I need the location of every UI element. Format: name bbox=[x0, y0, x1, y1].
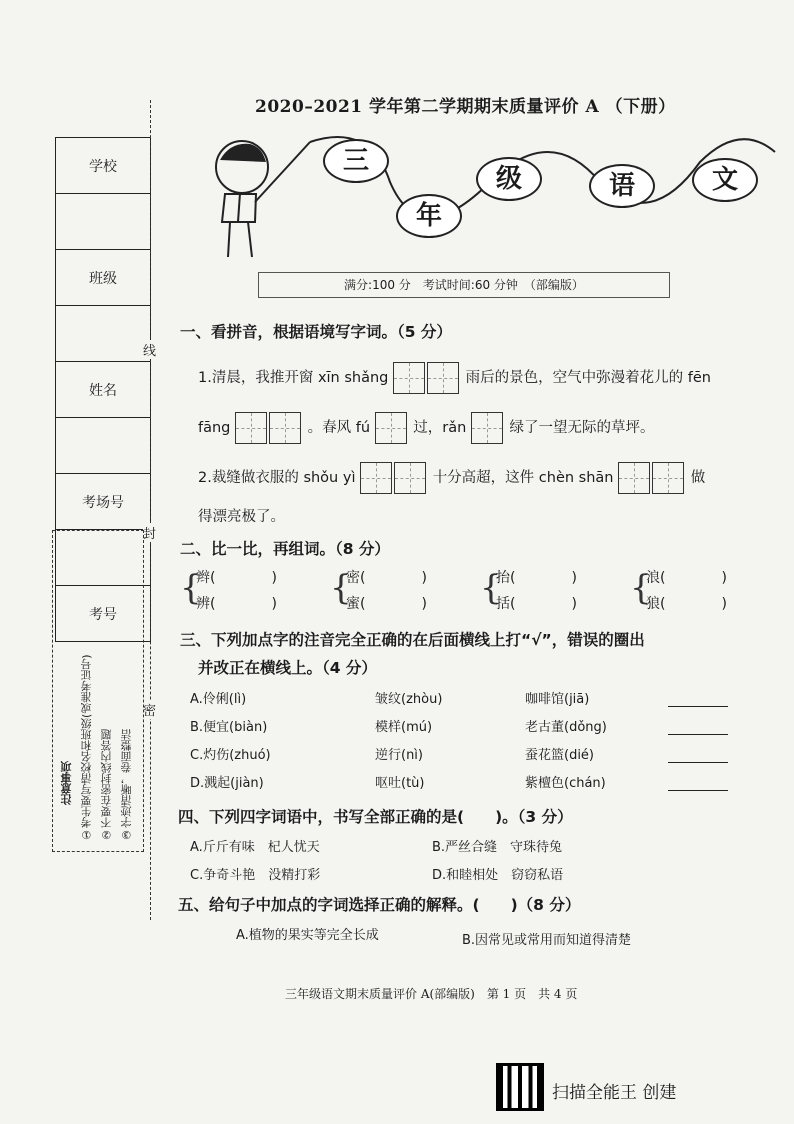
field-name-label: 姓名 bbox=[56, 362, 151, 418]
fish-char-1: 三 bbox=[323, 139, 389, 183]
answer-line[interactable] bbox=[668, 720, 728, 735]
write-box[interactable] bbox=[427, 362, 459, 394]
row-b-col-3: 老古董(dǒng) bbox=[525, 720, 607, 735]
s5-option-b: B.因常见或常用而知道得清楚 bbox=[462, 933, 632, 948]
section-2-title: 二、比一比，再组词。（8 分） bbox=[180, 540, 390, 558]
section-3-title-1: 三、下列加点字的注音完全正确的在后面横线上打“√”，错误的圈出 bbox=[180, 631, 645, 649]
write-box[interactable] bbox=[235, 412, 267, 444]
s1-text: 2.裁缝做衣服的 shǒu yì bbox=[198, 470, 356, 486]
notice-item-3: ③字迹清晰，卷面整洁 bbox=[120, 729, 133, 841]
s1-line-4: 得漂亮极了。 bbox=[198, 509, 285, 525]
seal-mark-mi: 密 bbox=[143, 700, 156, 719]
answer-line[interactable] bbox=[668, 776, 728, 791]
s4-option-c: C.争奇斗艳 没精打彩 bbox=[190, 868, 321, 883]
field-number-label: 考号 bbox=[56, 586, 151, 642]
seal-line bbox=[150, 100, 151, 920]
section-5-title: 五、给句子中加点的字词选择正确的解释。( )（8 分） bbox=[178, 896, 581, 914]
write-box[interactable] bbox=[375, 412, 407, 444]
row-a-col-3: 咖啡馆(jiā) bbox=[525, 692, 590, 707]
field-room-label: 考场号 bbox=[56, 474, 151, 530]
answer-line[interactable] bbox=[668, 692, 728, 707]
pair-item[interactable]: 蜜( ) bbox=[346, 596, 427, 612]
pinyin-table bbox=[190, 688, 760, 800]
write-box[interactable] bbox=[471, 412, 503, 444]
row-a-col-2: 皱纹(zhòu) bbox=[375, 692, 443, 707]
write-box[interactable] bbox=[269, 412, 301, 444]
scanner-watermark: 扫描全能王 创建 bbox=[552, 1083, 677, 1103]
s1-line-1 bbox=[198, 362, 758, 394]
field-name-blank[interactable] bbox=[56, 418, 151, 474]
write-box[interactable] bbox=[618, 462, 650, 494]
pair-item[interactable]: 辨( ) bbox=[196, 596, 277, 612]
fish-char-2: 年 bbox=[396, 194, 462, 238]
s1-text: 过，rǎn bbox=[413, 420, 467, 436]
s5-option-a: A.植物的果实等完全长成 bbox=[236, 928, 379, 943]
notice-item-2: ②不要在密封线内答题 bbox=[100, 729, 113, 841]
fish-char-5: 文 bbox=[692, 158, 758, 202]
field-class-label: 班级 bbox=[56, 250, 151, 306]
s1-line-3 bbox=[198, 462, 758, 494]
s1-text: 1.清晨，我推开窗 xīn shǎng bbox=[198, 370, 389, 386]
section-1-title: 一、看拼音，根据语境写字词。（5 分） bbox=[180, 323, 452, 341]
brace-icon: { bbox=[480, 568, 502, 608]
page-footer: 三年级语文期末质量评价 A(部编版) 第 1 页 共 4 页 bbox=[285, 987, 578, 1001]
notice-box bbox=[52, 530, 144, 852]
s4-option-b: B.严丝合缝 守珠待兔 bbox=[432, 840, 563, 855]
notice-item-1: ①考生要写清校名和班级(或准考证号) bbox=[80, 654, 93, 841]
row-d-col-2: 呕吐(tù) bbox=[375, 776, 425, 791]
seal-mark-feng: 封 bbox=[143, 523, 156, 542]
s1-text: 雨后的景色，空气中弥漫着花儿的 fēn bbox=[465, 370, 711, 386]
exam-title: 2020–2021 学年第二学期期末质量评价 A （下册） bbox=[255, 97, 676, 117]
brace-icon: { bbox=[630, 568, 652, 608]
s4-option-d: D.和睦相处 窃窃私语 bbox=[432, 868, 564, 883]
s1-text: 十分高超，这件 chèn shān bbox=[432, 470, 614, 486]
seal-mark-xian: 线 bbox=[143, 340, 156, 359]
s1-text: fāng bbox=[198, 420, 231, 436]
row-c-col-1: C.灼伤(zhuó) bbox=[190, 748, 271, 763]
row-b-col-1: B.便宜(biàn) bbox=[190, 720, 268, 735]
s1-text: 做 bbox=[690, 470, 706, 486]
row-d-col-3: 紫檀色(chán) bbox=[525, 776, 606, 791]
section-3-title-2: 并改正在横线上。（4 分） bbox=[198, 659, 377, 677]
notice-title: 注意事项 bbox=[60, 761, 73, 805]
row-c-col-3: 蚕花篮(dié) bbox=[525, 748, 595, 763]
pair-item[interactable]: 浪( ) bbox=[646, 570, 727, 586]
row-d-col-1: D.溅起(jiàn) bbox=[190, 776, 264, 791]
field-school-label: 学校 bbox=[56, 138, 151, 194]
field-class-blank[interactable] bbox=[56, 306, 151, 362]
exam-meta: 满分:100 分 考试时间:60 分钟 （部编版） bbox=[258, 272, 670, 298]
field-school-blank[interactable] bbox=[56, 194, 151, 250]
pair-item[interactable]: 抬( ) bbox=[496, 570, 577, 586]
fish-char-4: 语 bbox=[589, 164, 655, 208]
pair-item[interactable]: 括( ) bbox=[496, 596, 577, 612]
section-4-title: 四、下列四字词语中，书写全部正确的是( )。（3 分） bbox=[178, 808, 573, 826]
qr-code-icon bbox=[496, 1063, 544, 1111]
write-box[interactable] bbox=[652, 462, 684, 494]
brace-icon: { bbox=[180, 568, 202, 608]
write-box[interactable] bbox=[394, 462, 426, 494]
fish-char-3: 级 bbox=[476, 157, 542, 201]
answer-line[interactable] bbox=[668, 748, 728, 763]
s1-text: 。春风 fú bbox=[307, 420, 371, 436]
pair-item[interactable]: 狼( ) bbox=[646, 596, 727, 612]
brace-icon: { bbox=[330, 568, 352, 608]
pair-item[interactable]: 密( ) bbox=[346, 570, 427, 586]
s1-line-2 bbox=[198, 412, 758, 444]
s4-option-a: A.斤斤有味 杞人忧天 bbox=[190, 840, 320, 855]
s1-text: 绿了一望无际的草坪。 bbox=[509, 420, 655, 436]
row-c-col-2: 逆行(nì) bbox=[375, 748, 423, 763]
row-a-col-1: A.伶俐(lì) bbox=[190, 692, 247, 707]
compare-pairs bbox=[180, 566, 760, 618]
row-b-col-2: 模样(mú) bbox=[375, 720, 433, 735]
write-box[interactable] bbox=[360, 462, 392, 494]
write-box[interactable] bbox=[393, 362, 425, 394]
pair-item[interactable]: 辫( ) bbox=[196, 570, 277, 586]
